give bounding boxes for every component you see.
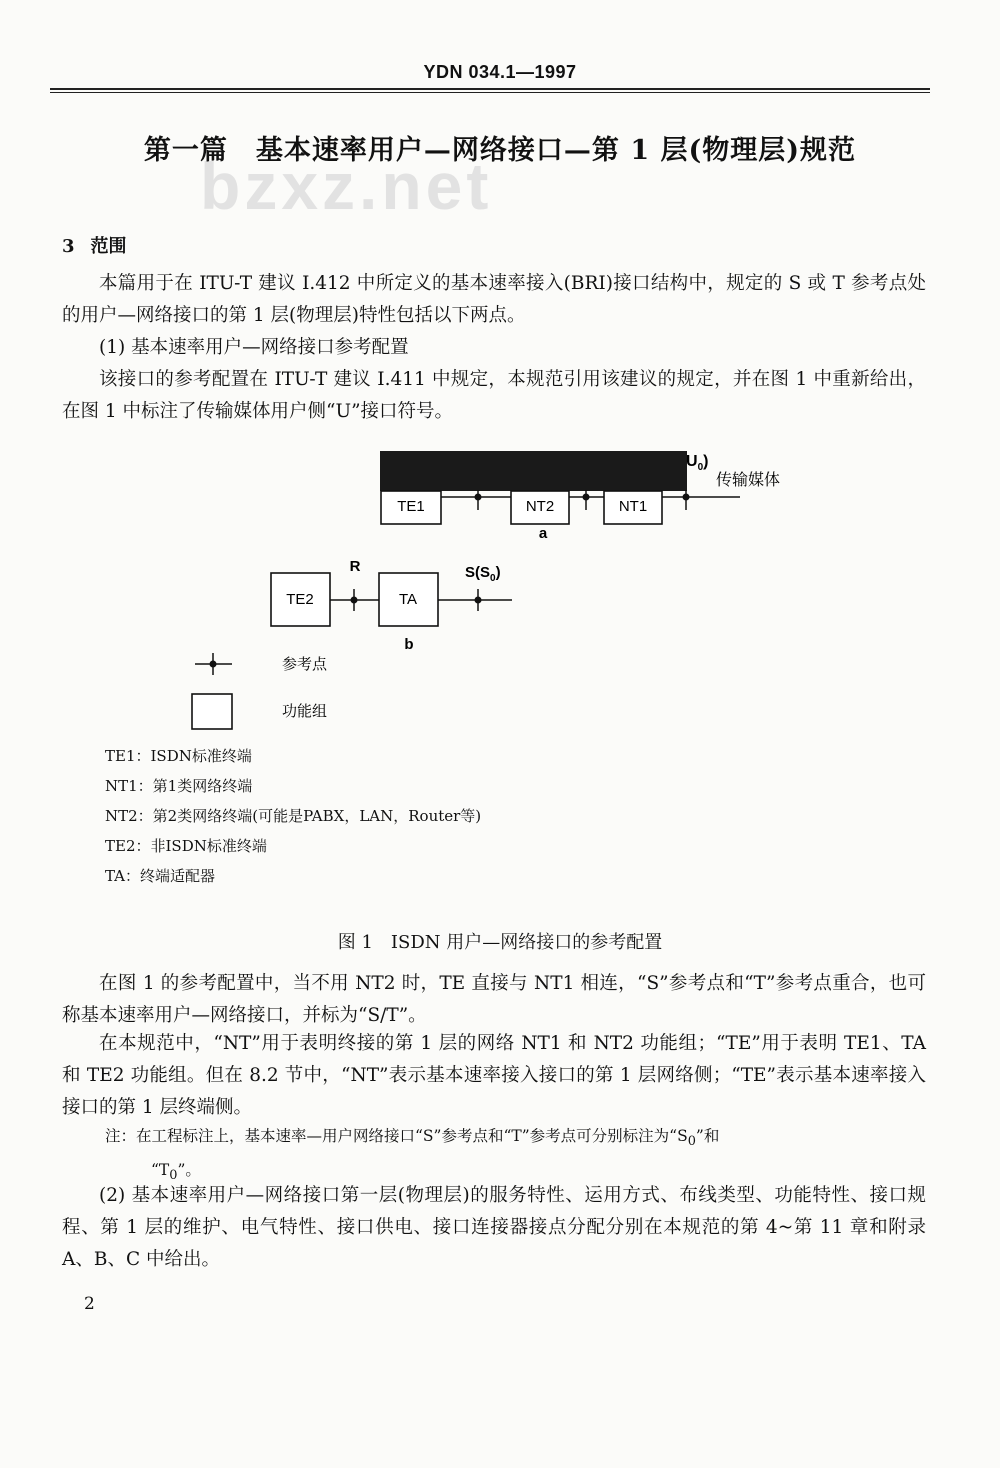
reference-config-diagram bbox=[0, 440, 1000, 740]
legend-ref-point-label: 参考点 bbox=[282, 656, 328, 673]
note-line-2: “$T_0$”。 bbox=[151, 1161, 201, 1184]
paragraph-nt-te: 在本规范中，“NT”用于表明终接的第 1 层的网络 NT1 和 NT2 功能组；“TE”用于表明 TE1、TA 和 TE2 功能组。但在 8.2 节中，“NT”表示基本速率接入接口的第 1 层网络侧；“TE”表示基本速率接入接口的第 1 层终端侧。 bbox=[62, 1033, 926, 1118]
chapter-title: 第一篇 基本速率用户—网络接口—第 1 层(物理层)规范 bbox=[143, 135, 857, 166]
nt1-label: NT1 bbox=[618, 497, 648, 515]
section-heading bbox=[62, 232, 127, 258]
te2-label: TE2 bbox=[286, 590, 314, 608]
ref-point-t bbox=[583, 490, 590, 510]
abbreviation-list bbox=[105, 741, 481, 891]
paragraph-config: 该接口的参考配置在 ITU-T 建议 I.411 中规定，本规范引用该建议的规定，并在图 1 中重新给出，在图 1 中标注了传输媒体用户侧“U”接口符号。 bbox=[62, 369, 926, 422]
nt2-label: NT2 bbox=[525, 497, 555, 515]
note-line-1: 注：在工程标注上，基本速率—用户网络接口“S”参考点和“T”参考点可分别标注为“$S_0$”和 bbox=[105, 1127, 720, 1150]
ref-point-s0 bbox=[475, 589, 482, 611]
header-rule-thin bbox=[50, 92, 930, 93]
list-item: TE2：非ISDN标准终端 bbox=[105, 837, 267, 855]
paragraph-scope: 本篇用于在 ITU-T 建议 I.412 中所定义的基本速率接入(BRI)接口结构中，规定的 S 或 T 参考点处的用户—网络接口的第 1 层(物理层)特性包括以下两点。 bbox=[62, 273, 926, 326]
paragraph-item-2: (2) 基本速率用户—网络接口第一层(物理层)的服务特性、运用方式、布线类型、功能特性、接口规程、第 1 层的维护、电气特性、接口供电、接口连接器接点分配分别在本规范的第 4~第 11 章和附录 A、B、C 中给出。 bbox=[62, 1185, 926, 1270]
ref-point-u bbox=[683, 490, 690, 510]
row-a-label: a bbox=[538, 525, 548, 542]
row-b-label: b bbox=[404, 636, 414, 653]
ref-point-s bbox=[475, 490, 482, 510]
legend-func-group-label: 功能组 bbox=[282, 703, 328, 720]
list-item: TE1：ISDN标准终端 bbox=[105, 747, 252, 765]
page-number: 2 bbox=[84, 1294, 95, 1314]
legend-ref-point-symbol bbox=[195, 653, 232, 675]
header-rule bbox=[50, 88, 930, 90]
medium-label: 传输媒体 bbox=[716, 472, 781, 489]
u-interface-label: $U_0$) bbox=[686, 453, 709, 473]
occluded-region bbox=[380, 451, 687, 491]
list-item: NT1：第1类网络终端 bbox=[105, 777, 253, 795]
r-label: R bbox=[349, 558, 361, 575]
figure-caption: 图 1 ISDN 用户—网络接口的参考配置 bbox=[337, 932, 663, 953]
list-item: TA：终端适配器 bbox=[105, 867, 216, 885]
ta-label: TA bbox=[398, 590, 418, 608]
section-title: 范围 bbox=[90, 236, 127, 257]
legend-func-group-symbol bbox=[192, 694, 232, 729]
te1-label: TE1 bbox=[397, 497, 425, 515]
list-item: NT2：第2类网络终端(可能是PABX，LAN，Router等) bbox=[105, 807, 482, 825]
watermark: bzxz.net bbox=[200, 149, 493, 223]
document-header: YDN 034.1—1997 bbox=[423, 62, 577, 82]
section-number: 3 bbox=[62, 236, 75, 257]
ref-point-r bbox=[351, 589, 358, 611]
s-label: $S(S_0)$ bbox=[465, 564, 501, 584]
paragraph-s-t: 在图 1 的参考配置中，当不用 NT2 时，TE 直接与 NT1 相连，“S”参考点和“T”参考点重合，也可称基本速率用户—网络接口，并标为“S/T”。 bbox=[62, 973, 926, 1026]
paragraph-item-1: (1) 基本速率用户—网络接口参考配置 bbox=[99, 337, 409, 358]
